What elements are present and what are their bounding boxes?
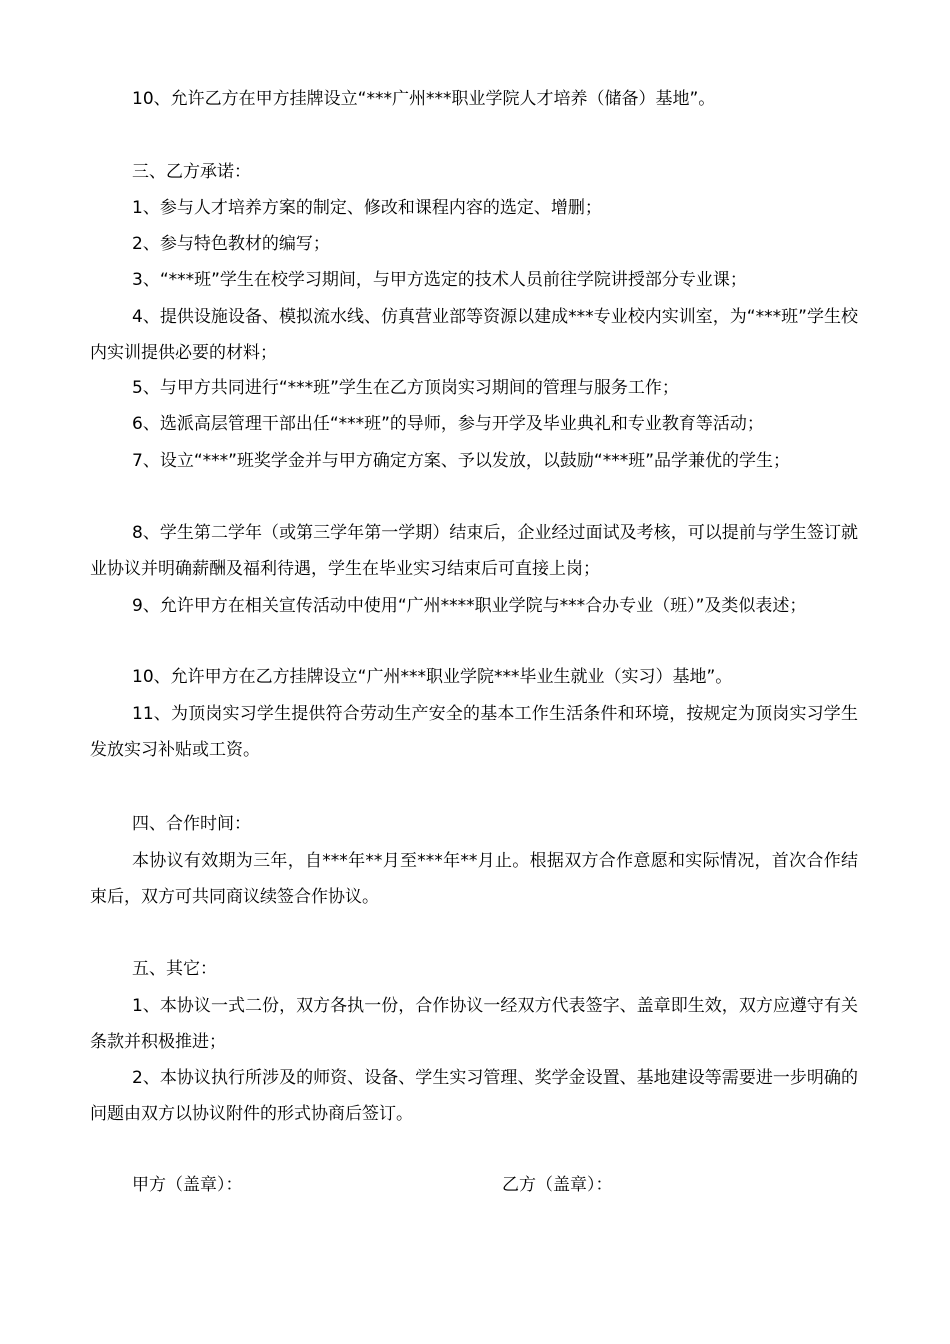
section-3-item-5: 5、与甲方共同进行“***班”学生在乙方顶岗实习期间的管理与服务工作；	[132, 378, 679, 398]
section-5-item-1: 1、本协议一式二份，双方各执一份，合作协议一经双方代表签字、盖章即生效，双方应遵守有关条款并积极推进；	[90, 996, 858, 1052]
section-3-item-10: 10、允许甲方在乙方挂牌设立“广州***职业学院***毕业生就业（实习）基地”。	[132, 667, 733, 687]
party-b-seal-label: 乙方（盖章）：	[502, 1175, 613, 1195]
section-5-item-2: 2、本协议执行所涉及的师资、设备、学生实习管理、奖学金设置、基地建设等需要进一步明确的问题由双方以协议附件的形式协商后签订。	[90, 1068, 858, 1124]
section-4-body: 本协议有效期为三年，自***年**月至***年**月止。根据双方合作意愿和实际情况，首次合作结束后，双方可共同商议续签合作协议。	[90, 851, 858, 907]
section-3-item-6: 6、选派高层管理干部出任“***班”的导师，参与开学及毕业典礼和专业教育等活动；	[132, 414, 764, 434]
section-3-item-11: 11、为顶岗实习学生提供符合劳动生产安全的基本工作生活条件和环境，按规定为顶岗实习学生发放实习补贴或工资。	[90, 704, 858, 760]
clause-a10: 10、允许乙方在甲方挂牌设立“***广州***职业学院人才培养（储备）基地”。	[132, 89, 716, 109]
section-3-heading: 三、乙方承诺：	[132, 162, 251, 182]
section-3-item-8: 8、学生第二学年（或第三学年第一学期）结束后，企业经过面试及考核，可以提前与学生签订就业协议并明确薪酬及福利待遇，学生在毕业实习结束后可直接上岗；	[90, 523, 858, 579]
section-3-item-7: 7、设立“***”班奖学金并与甲方确定方案、予以发放，以鼓励“***班”品学兼优的学生；	[132, 451, 791, 471]
section-3-item-4: 4、提供设施设备、模拟流水线、仿真营业部等资源以建成***专业校内实训室，为“***班”学生校内实训提供必要的材料；	[90, 307, 858, 363]
section-3-item-3: 3、“***班”学生在校学习期间，与甲方选定的技术人员前往学院讲授部分专业课；	[132, 270, 747, 290]
section-3-item-2: 2、参与特色教材的编写；	[132, 234, 330, 254]
section-3-item-9: 9、允许甲方在相关宣传活动中使用“广州****职业学院与***合办专业（班）”及类似表述；	[132, 596, 807, 616]
section-4-heading: 四、合作时间：	[132, 814, 251, 834]
section-3-item-1: 1、参与人才培养方案的制定、修改和课程内容的选定、增删；	[132, 198, 602, 218]
party-a-seal-label: 甲方（盖章）：	[132, 1175, 243, 1195]
section-5-heading: 五、其它：	[132, 959, 217, 979]
